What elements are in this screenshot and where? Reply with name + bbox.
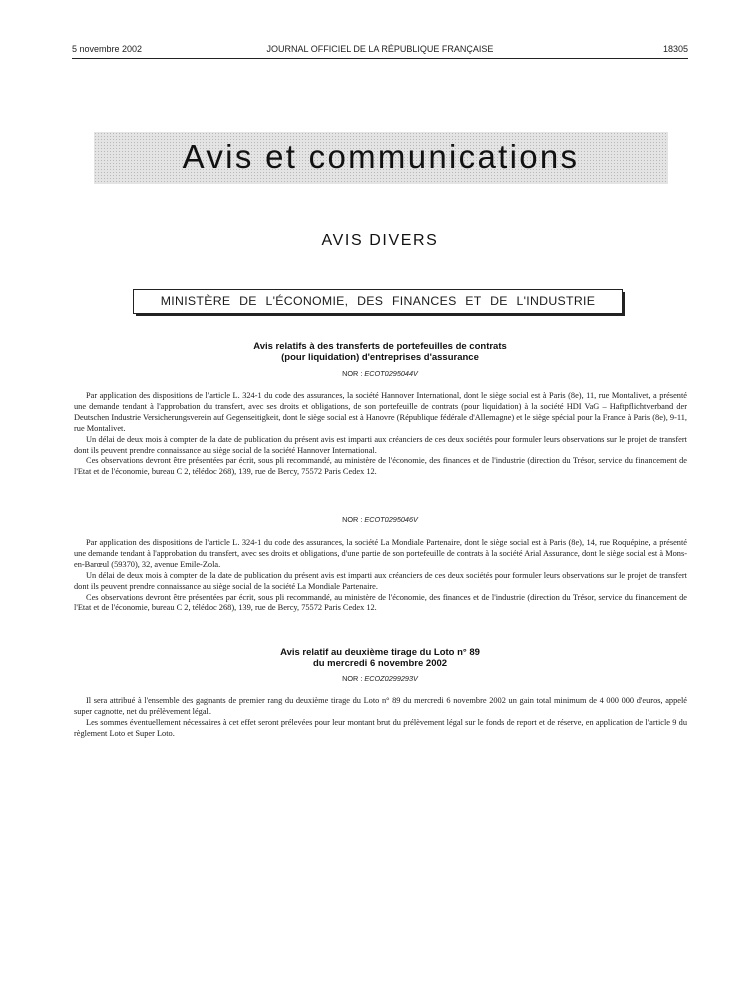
notice-2-nor: [72, 515, 688, 524]
header-page-number: 18305: [662, 44, 688, 54]
nor-label: NOR :: [342, 369, 365, 378]
paragraph: Un délai de deux mois à compter de la date de publication du présent avis est imparti aux créanciers de ces deux sociétés pour formuler leurs observations sur le projet de transfert dont ils peuvent prendre connaissance au siège social de la société Hannover International.: [74, 434, 687, 455]
notice-2-body: [74, 538, 687, 614]
section-title: AVIS DIVERS: [321, 232, 439, 249]
section-banner: [94, 132, 668, 184]
paragraph: Ces observations devront être présentées par écrit, sous pli recommandé, au ministère de l'économie, des finances et de l'industrie (direction du Trésor, service du financement de l'Etat et de l'économie, bureau C 2, télédoc 268), 139, rue de Bercy, 75572 Paris Cedex 12.: [74, 592, 687, 613]
paragraph: Ces observations devront être présentées par écrit, sous pli recommandé, au ministère de l'économie, des finances et de l'industrie (direction du Trésor, service du financement de l'Etat et de l'économie, bureau C 2, télédoc 268), 139, rue de Bercy, 75572 Paris Cedex 12.: [74, 456, 687, 477]
notice-3-title-line-1: Avis relatif au deuxième tirage du Loto n° 89: [280, 647, 480, 658]
ministry-box: [133, 289, 623, 314]
paragraph: Il sera attribué à l'ensemble des gagnants de premier rang du deuxième tirage du Loto n° 89 du mercredi 6 novembre 2002 un gain total minimum de 4 000 000 d'euros, appelé super cagnotte, net du prélèvement légal.: [74, 696, 687, 716]
paragraph: Par application des dispositions de l'article L. 324-1 du code des assurances, la société La Mondiale Partenaire, dont le siège social est à Paris (8e), 14, rue Roquépine, a présenté une demande tendant à l'approbation du transfert, avec ses droits et obligations, d'une partie de son portefeuille de contrats à la société Arial Assurance, dont le siège social est à Mons-en-Barœul (59370), 32, avenue Emile-Zola.: [74, 538, 687, 569]
nor-code: ECOZ0299293V: [364, 674, 418, 683]
notice-3-nor: [72, 674, 688, 683]
notice-1-title-line-1: Avis relatifs à des transferts de portefeuilles de contrats: [253, 341, 507, 352]
notice-3-title: [72, 647, 688, 669]
notice-1-title-line-2: (pour liquidation) d'entreprises d'assurance: [281, 352, 479, 363]
header-rule: [72, 58, 688, 59]
paragraph: Les sommes éventuellement nécessaires à cet effet seront prélevées pour leur montant brut du prélèvement légal sur le fonds de report et de réserve, en application de l'article 9 du règlement Loto et Super Loto.: [74, 717, 687, 738]
paragraph: Par application des dispositions de l'article L. 324-1 du code des assurances, la société Hannover International, dont le siège social est à Paris (8e), 11, rue Montalivet, a présenté une demande tendant à l'approbation du transfert, avec ses droits et obligations, de son portefeuille de contrats (pour liquidation) à la société HDI VaG – Haftpflichtverband der Deutschen Industrie Versicherungsverein auf Gegenseitigkeit, dont le siège social est à Hanovre (République fédérale d'Allemagne) et le siège spécial pour la France à Paris (8e), 9-11, rue Montalivet.: [74, 391, 687, 433]
notice-1-title: [72, 341, 688, 363]
notice-1-body: [74, 391, 687, 478]
nor-code: ECOT0295044V: [364, 369, 418, 378]
header-journal-title: JOURNAL OFFICIEL DE LA RÉPUBLIQUE FRANÇAISE: [266, 44, 494, 54]
notice-3-body: [74, 696, 687, 740]
nor-label: NOR :: [342, 515, 365, 524]
nor-label: NOR :: [342, 674, 365, 683]
nor-code: ECOT0295046V: [364, 515, 418, 524]
ministry-title: MINISTÈRE DE L'ÉCONOMIE, DES FINANCES ET DE L'INDUSTRIE: [160, 294, 596, 308]
notice-3-title-line-2: du mercredi 6 novembre 2002: [312, 658, 448, 669]
banner-title: Avis et communications: [182, 138, 580, 175]
notice-1-nor: [72, 369, 688, 378]
paragraph: Un délai de deux mois à compter de la date de publication du présent avis est imparti aux créanciers de ces deux sociétés pour formuler leurs observations sur le projet de transfert dont ils peuvent prendre connaissance au siège social de la société La Mondiale Partenaire.: [74, 570, 687, 591]
header-date: 5 novembre 2002: [72, 44, 143, 54]
